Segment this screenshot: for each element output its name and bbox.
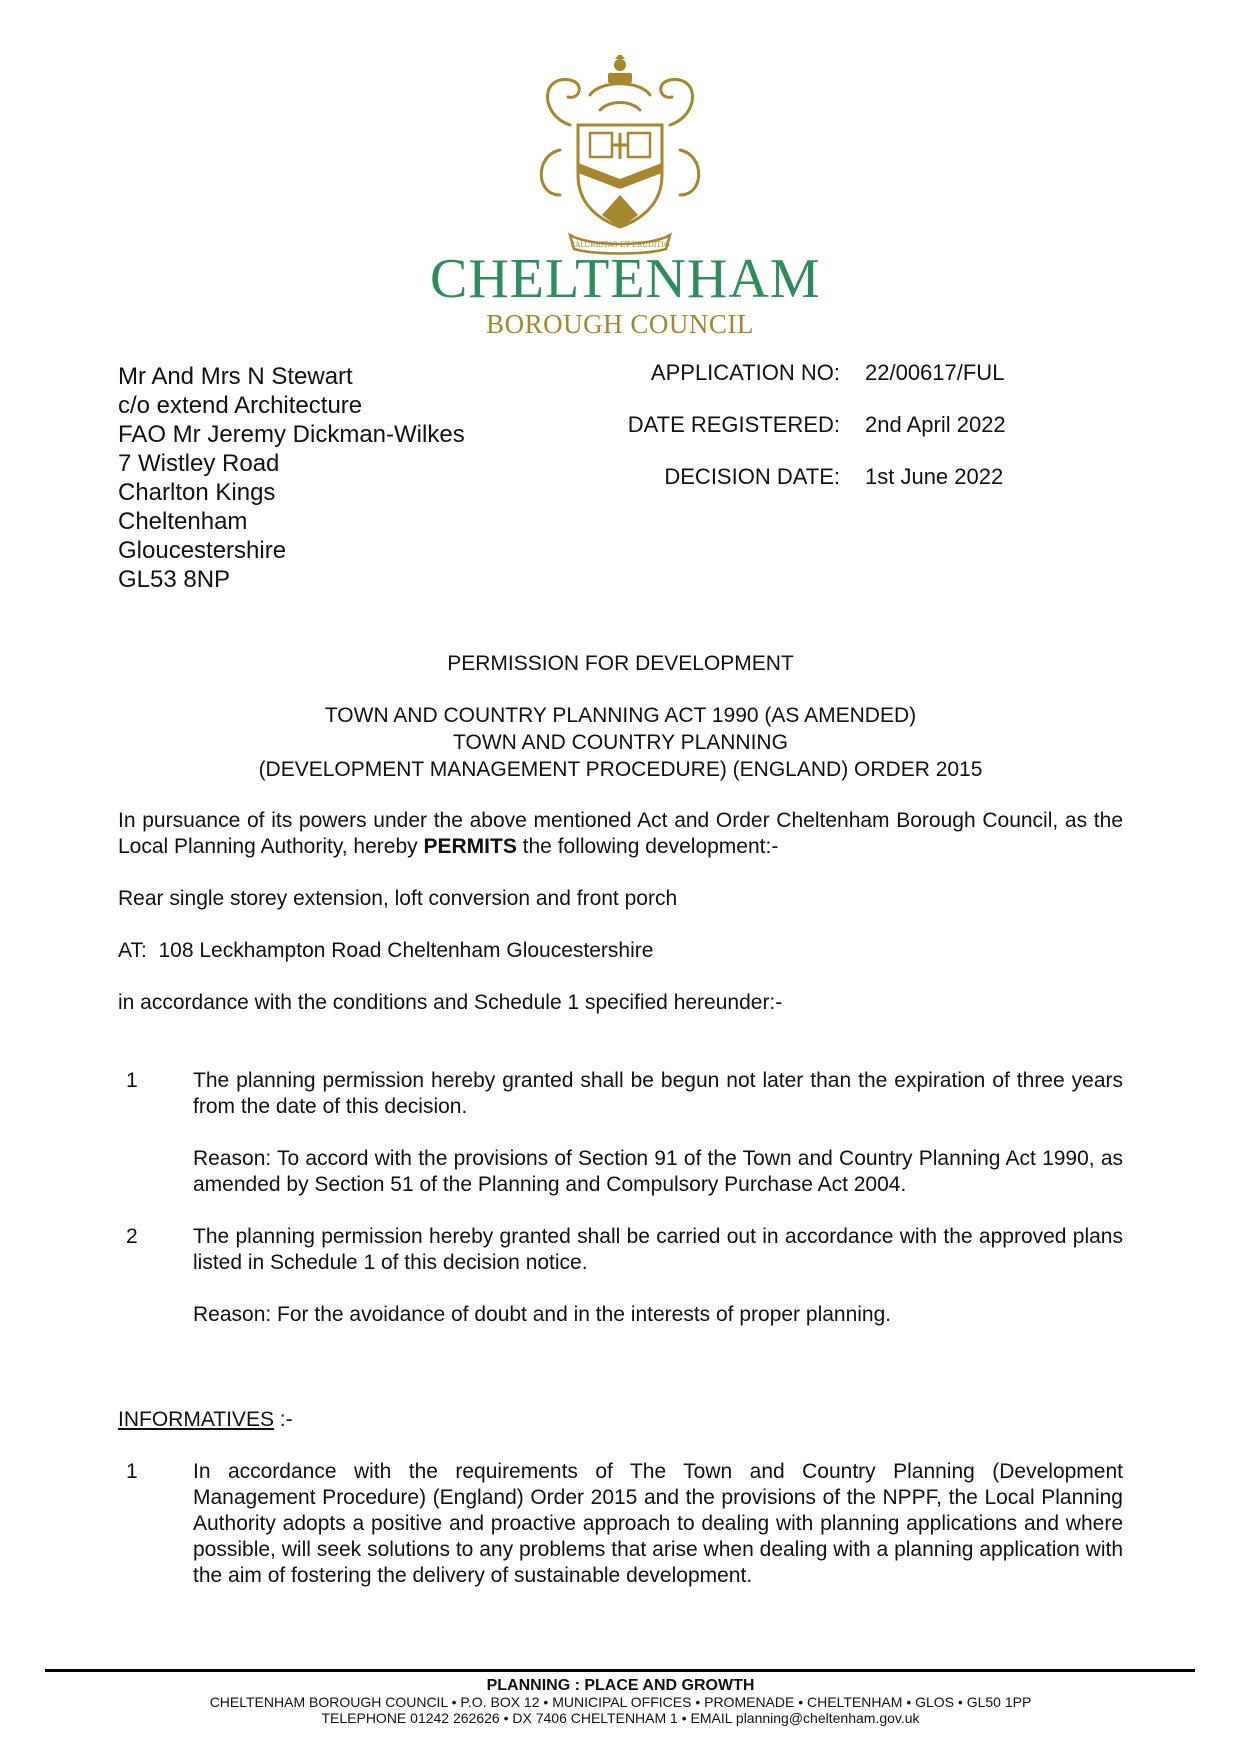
address-line: GL53 8NP	[118, 566, 231, 593]
date-registered-label: DATE REGISTERED:	[627, 412, 840, 437]
condition-text: The planning permission hereby granted shall be begun not later than the expiration of three years from the date of this decision.	[193, 1069, 1123, 1118]
intro-text: In pursuance of its powers under the above mentioned Act and Order Cheltenham Borough Council, as the Local Planning Authority, hereby	[118, 809, 1123, 858]
address-line: Gloucestershire	[118, 537, 287, 564]
decision-date: 1st June 2022	[865, 464, 1004, 489]
application-number-label: APPLICATION NO:	[650, 360, 840, 385]
date-registered-row	[560, 412, 1120, 442]
informatives-heading	[118, 1407, 1123, 1433]
informatives-title: INFORMATIVES	[118, 1408, 274, 1431]
act-line-2: TOWN AND COUNTRY PLANNING	[453, 731, 788, 754]
act-line-1: TOWN AND COUNTRY PLANNING ACT 1990 (AS AMENDED)	[324, 704, 917, 727]
condition-number: 2	[126, 1225, 138, 1248]
council-logo	[430, 55, 821, 339]
intro-paragraph	[118, 808, 1123, 860]
footer-title: PLANNING : PLACE AND GROWTH	[486, 1677, 755, 1694]
application-number-row	[560, 360, 1120, 390]
informative-text: In accordance with the requirements of The Town and Country Planning (Development Management Procedure) (England) Order 2015 and the provisions of the NPPF, the Local Planning Authority adopts a positive and proactive approach to dealing with planning applications and where possible, will seek solutions to any problems that arise when dealing with a planning application with the aim of fostering the delivery of sustainable development.	[193, 1460, 1123, 1587]
application-number: 22/00617/FUL	[865, 360, 1005, 385]
decision-date-row	[560, 464, 1120, 494]
address-line: FAO Mr Jeremy Dickman-Wilkes	[118, 421, 465, 448]
informative-number: 1	[126, 1460, 138, 1483]
footer-address: CHELTENHAM BOROUGH COUNCIL • P.O. BOX 12 • MUNICIPAL OFFICES • PROMENADE • CHELTENHAM • GLOS • GL50 1PP	[209, 1694, 1032, 1710]
site-label: AT:	[118, 939, 147, 962]
address-line: Charlton Kings	[118, 479, 276, 506]
address-line: Mr And Mrs N Stewart	[118, 363, 353, 390]
document-title: PERMISSION FOR DEVELOPMENT	[447, 652, 794, 675]
footer-contact: TELEPHONE 01242 262626 • DX 7406 CHELTENHAM 1 • EMAIL planning@cheltenham.gov.uk	[321, 1710, 920, 1726]
informatives-suffix: :-	[273, 1408, 293, 1431]
development-description: Rear single storey extension, loft conversion and front porch	[118, 887, 678, 910]
condition-reason: Reason: To accord with the provisions of Section 91 of the Town and Country Planning Act 1990, as amended by Section 51 of the Planning and Compulsory Purchase Act 2004.	[193, 1147, 1123, 1196]
recipient-address	[118, 362, 465, 594]
condition-reason: Reason: For the avoidance of doubt and in the interests of proper planning.	[193, 1303, 892, 1326]
site-address	[118, 938, 1123, 964]
footer-divider	[45, 1669, 1195, 1672]
site-value: 108 Leckhampton Road Cheltenham Gloucestershire	[158, 939, 654, 962]
date-registered: 2nd April 2022	[865, 412, 1006, 437]
address-line: 7 Wistley Road	[118, 450, 280, 477]
decision-date-label: DECISION DATE:	[664, 464, 840, 489]
address-line: c/o extend Architecture	[118, 392, 363, 419]
council-name: CHELTENHAM	[430, 248, 821, 310]
council-subtitle: BOROUGH COUNCIL	[486, 309, 754, 339]
permits-text: PERMITS	[423, 835, 517, 858]
act-line-3: (DEVELOPMENT MANAGEMENT PROCEDURE) (ENGLAND) ORDER 2015	[258, 758, 983, 781]
conditions-intro: in accordance with the conditions and Schedule 1 specified hereunder:-	[118, 991, 783, 1014]
svg-text:SALUBRITAS ET ERUDITIO: SALUBRITAS ET ERUDITIO	[570, 241, 670, 249]
intro-text-end: the following development:-	[516, 835, 779, 858]
coat-of-arms-icon	[530, 55, 710, 255]
address-line: Cheltenham	[118, 508, 248, 535]
condition-number: 1	[126, 1069, 138, 1092]
condition-text: The planning permission hereby granted shall be carried out in accordance with the approved plans listed in Schedule 1 of this decision notice.	[193, 1225, 1123, 1274]
